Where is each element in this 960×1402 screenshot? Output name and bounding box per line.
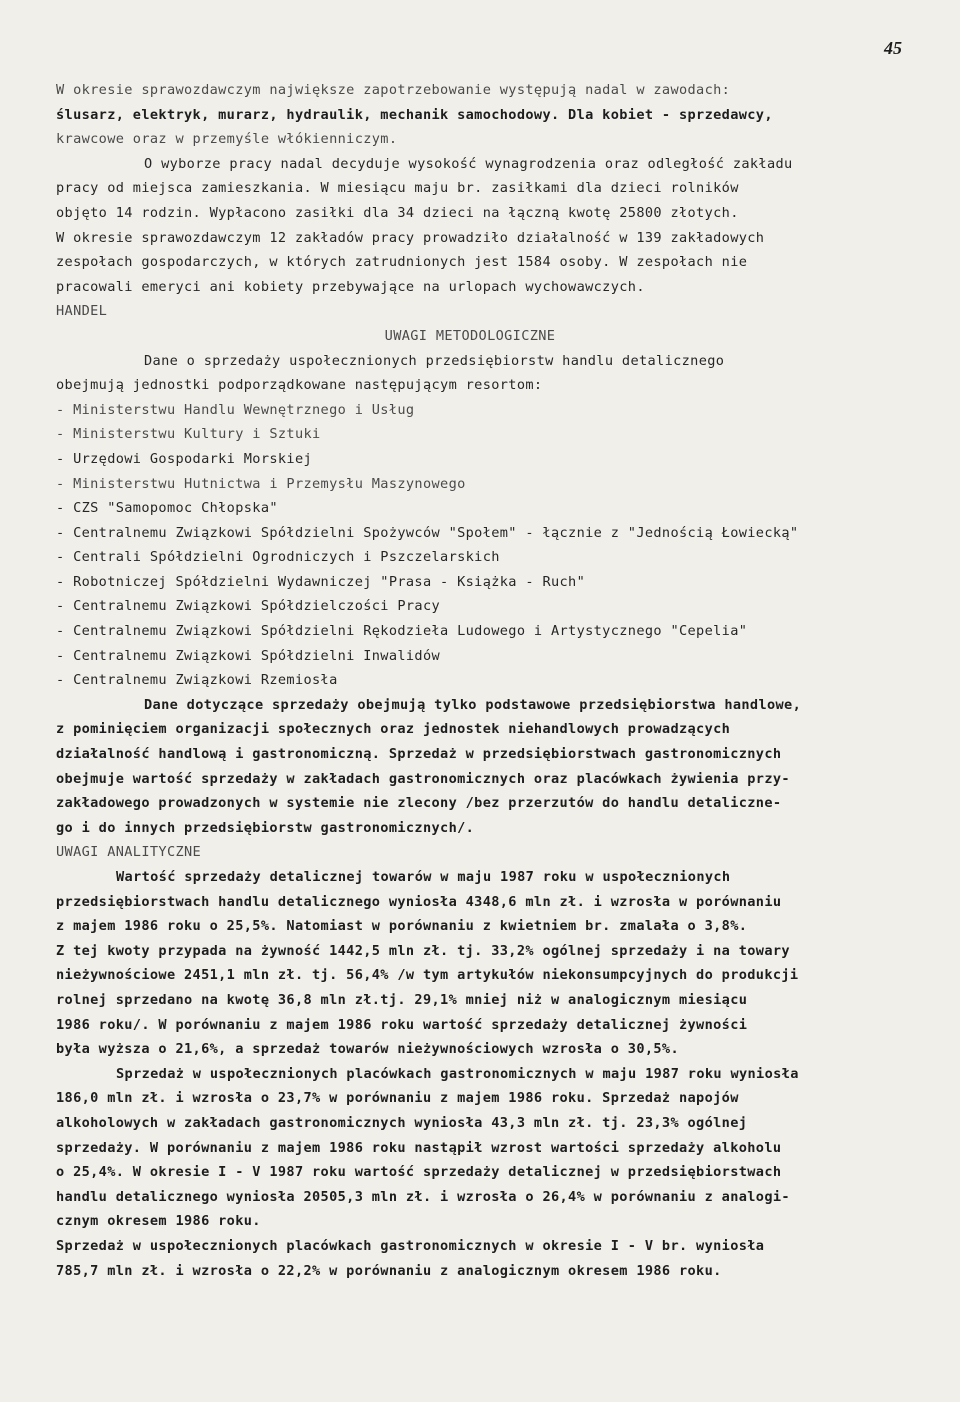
list-item: - Centralnemu Związkowi Spółdzielni Inwalidów	[56, 647, 441, 664]
list-item: - Centrali Spółdzielni Ogrodniczych i Pszczelarskich	[56, 549, 500, 566]
text-line: W okresie sprawozdawczym największe zapotrzebowanie występują nadal w zawodach:	[56, 82, 731, 98]
text-line: W okresie sprawozdawczym 12 zakładów pracy prowadziło działalność w 139 zakładowych	[56, 229, 765, 246]
page-number: 45	[884, 38, 902, 58]
list-item: - Centralnemu Związkowi Spółdzielni Spożywców "Społem" - łącznie z "Jednością Łowiecką"	[56, 524, 799, 541]
text-line: zakładowego prowadzonych w systemie nie zlecony /bez przerzutów do handlu detaliczne-	[56, 795, 782, 812]
text-line: ślusarz, elektryk, murarz, hydraulik, mechanik samochodowy. Dla kobiet - sprzedawcy,	[56, 106, 773, 123]
text-line: 186,0 mln zł. i wzrosła o 23,7% w porównaniu z majem 1986 roku. Sprzedaż napojów	[56, 1090, 739, 1107]
text-line: handlu detalicznego wyniosła 20505,3 mln zł. i wzrosła o 26,4% w porównaniu z analogi-	[56, 1188, 790, 1205]
text-line: działalność handlową i gastronomiczną. Sprzedaż w przedsiębiorstwach gastronomicznych	[56, 746, 782, 763]
text-line: Dane dotyczące sprzedaży obejmują tylko podstawowe przedsiębiorstwa handlowe,	[144, 696, 802, 713]
text-line: 785,7 mln zł. i wzrosła o 22,2% w porównaniu z analogicznym okresem 1986 roku.	[56, 1262, 722, 1279]
list-item: - CZS "Samopomoc Chłopska"	[56, 500, 278, 517]
text-line: była wyższa o 21,6%, a sprzedaż towarów nieżywnościowych wzrosła o 30,5%.	[56, 1041, 679, 1058]
list-item: - Centralnemu Związkowi Rzemiosła	[56, 672, 338, 689]
text-line: z pominięciem organizacji społecznych oraz jednostek niehandlowych prowadzących	[56, 721, 731, 738]
list-item: - Ministerstwu Hutnictwa i Przemysłu Maszynowego	[56, 475, 466, 492]
list-item: - Ministerstwu Handlu Wewnętrznego i Usług	[56, 401, 415, 418]
text-line: alkoholowych w zakładach gastronomicznych wyniosła 43,3 mln zł. tj. 23,3% ogólnej	[56, 1114, 748, 1131]
document-body	[56, 78, 924, 1283]
text-line: cznym okresem 1986 roku.	[56, 1213, 261, 1230]
text-line: Z tej kwoty przypada na żywność 1442,5 mln zł. tj. 33,2% ogólnej sprzedaży i na towary	[56, 942, 790, 959]
text-line: 1986 roku/. W porównaniu z majem 1986 roku wartość sprzedaży detalicznej żywności	[56, 1016, 748, 1033]
text-line: Sprzedaż w uspołecznionych placówkach gastronomicznych w maju 1987 roku wyniosła	[116, 1065, 799, 1082]
section-heading: UWAGI ANALITYCZNE	[56, 844, 202, 861]
text-line: o 25,4%. W okresie I - V 1987 roku wartość sprzedaży detalicznej w przedsiębiorstwach	[56, 1164, 782, 1181]
list-item: - Urzędowi Gospodarki Morskiej	[56, 450, 313, 467]
section-heading: HANDEL	[56, 303, 108, 320]
text-line: Sprzedaż w uspołecznionych placówkach gastronomicznych w okresie I - V br. wyniosła	[56, 1237, 765, 1254]
text-line: przedsiębiorstwach handlu detalicznego wyniosła 4348,6 mln zł. i wzrosła w porównaniu	[56, 893, 782, 910]
text-line: pracowali emeryci ani kobiety przebywające na urlopach wychowawczych.	[56, 278, 645, 295]
list-item: - Ministerstwu Kultury i Sztuki	[56, 426, 321, 443]
text-line: pracy od miejsca zamieszkania. W miesiącu maju br. zasiłkami dla dzieci rolników	[56, 180, 739, 197]
text-line: O wyborze pracy nadal decyduje wysokość wynagrodzenia oraz odległość zakładu	[144, 155, 793, 172]
text-line: obejmują jednostki podporządkowane następującym resortom:	[56, 377, 543, 394]
text-line: Dane o sprzedaży uspołecznionych przedsiębiorstw handlu detalicznego	[144, 352, 725, 369]
section-heading: UWAGI METODOLOGICZNE	[384, 327, 556, 344]
text-line: Wartość sprzedaży detalicznej towarów w maju 1987 roku w uspołecznionych	[116, 869, 731, 885]
text-line: krawcowe oraz w przemyśle włókienniczym.	[56, 131, 398, 148]
text-line: obejmuje wartość sprzedaży w zakładach gastronomicznych oraz placówkach żywienia przy-	[56, 770, 790, 787]
text-line: sprzedaży. W porównaniu z majem 1986 roku nastąpił wzrost wartości sprzedaży alkoholu	[56, 1139, 782, 1156]
text-line: rolnej sprzedano na kwotę 36,8 mln zł.tj. 29,1% mniej niż w analogicznym miesiącu	[56, 991, 748, 1008]
text-line: nieżywnościowe 2451,1 mln zł. tj. 56,4% /w tym artykułów niekonsumpcyjnych do produkcji	[56, 967, 799, 984]
list-item: - Centralnemu Związkowi Spółdzielni Rękodzieła Ludowego i Artystycznego "Cepelia"	[56, 623, 748, 640]
text-line: z majem 1986 roku o 25,5%. Natomiast w porównaniu z kwietniem br. zmalała o 3,8%.	[56, 918, 748, 935]
text-line: zespołach gospodarczych, w których zatrudnionych jest 1584 osoby. W zespołach nie	[56, 254, 748, 271]
list-item: - Robotniczej Spółdzielni Wydawniczej "Prasa - Książka - Ruch"	[56, 573, 586, 590]
list-item: - Centralnemu Związkowi Spółdzielczości Pracy	[56, 598, 441, 615]
text-line: go i do innych przedsiębiorstw gastronomicznych/.	[56, 819, 475, 836]
text-line: objęto 14 rodzin. Wypłacono zasiłki dla 34 dzieci na łączną kwotę 25800 złotych.	[56, 204, 739, 221]
